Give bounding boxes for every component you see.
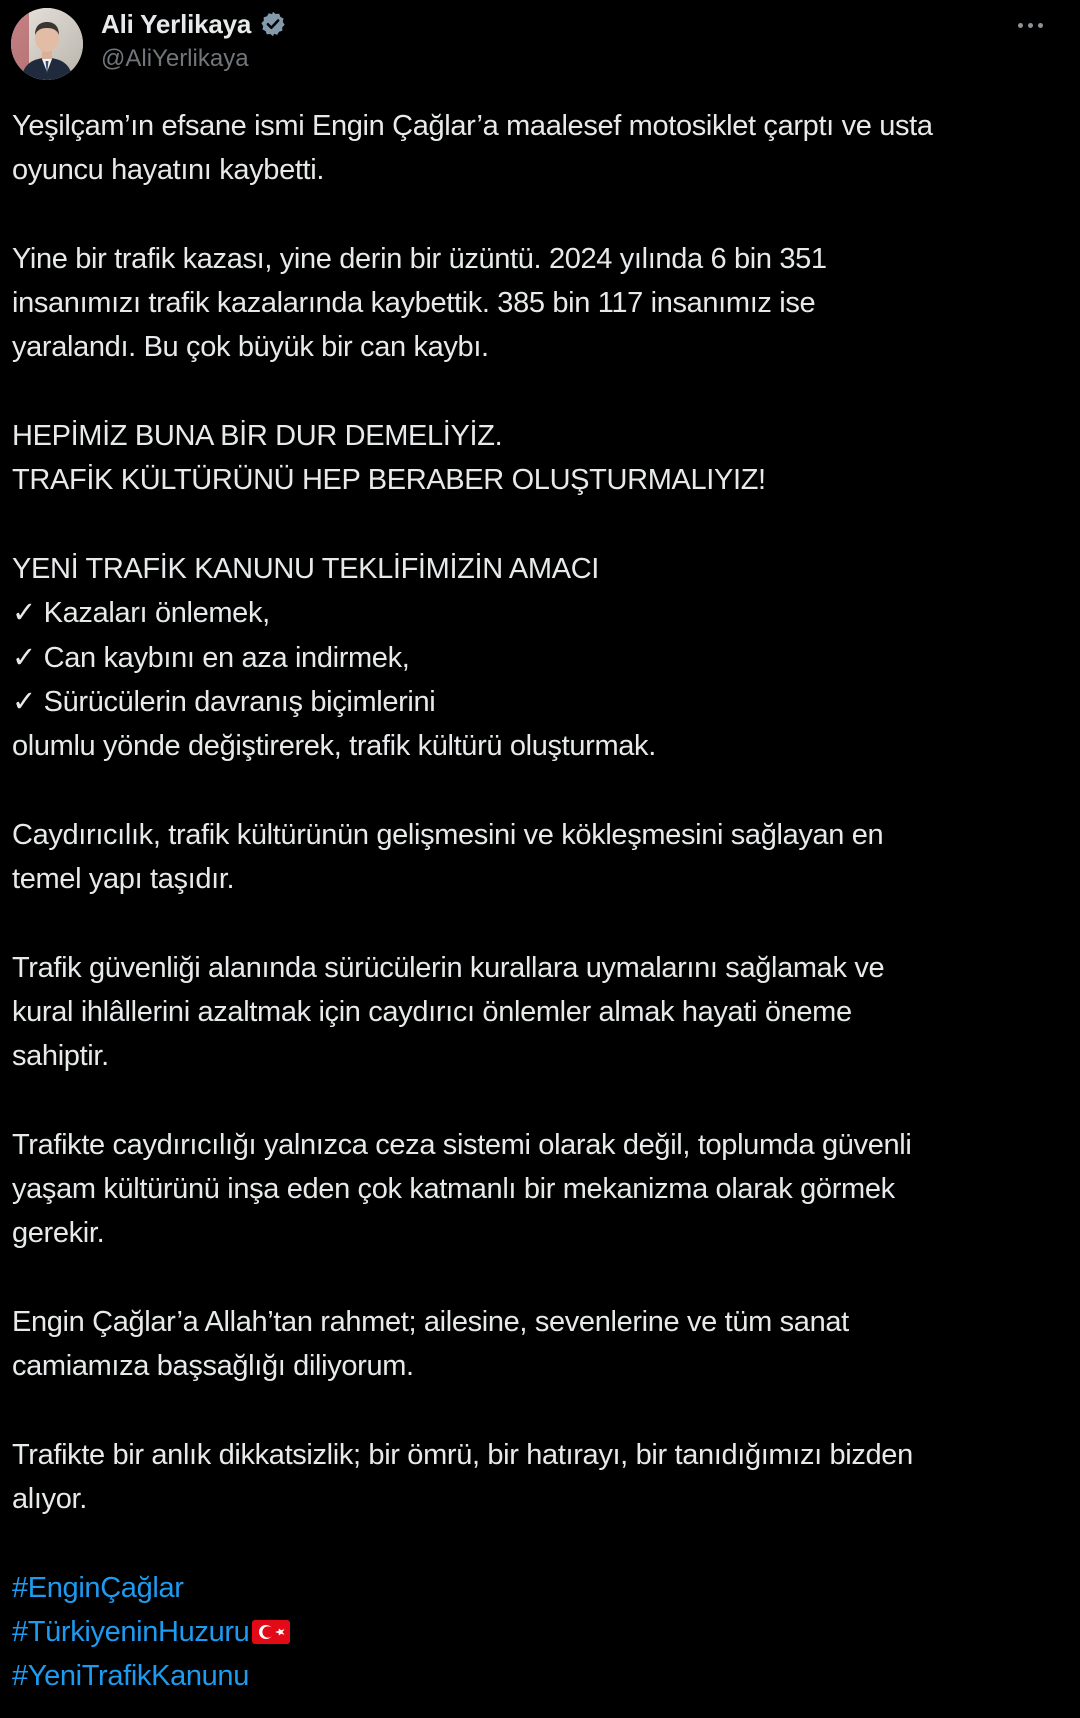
tweet-paragraph <box>12 1300 1072 1389</box>
tweet-text <box>12 104 1072 1699</box>
tweet-text-line: alıyor. <box>12 1483 87 1516</box>
hashtag-text: #YeniTrafikKanunu <box>12 1660 249 1693</box>
more-options-icon-dot <box>1038 23 1043 28</box>
tweet-paragraph <box>12 1123 1072 1256</box>
hashtag-link[interactable] <box>12 1610 291 1654</box>
tweet-text-line: Trafik güvenliği alanında sürücülerin kurallara uymalarını sağlamak ve <box>12 951 885 984</box>
more-options-icon-dot <box>1028 23 1033 28</box>
tweet-text-line: olumlu yönde değiştirerek, trafik kültürü oluşturmak. <box>12 730 656 763</box>
hashtag-list <box>12 1566 1072 1699</box>
tweet-paragraph <box>12 414 1072 503</box>
tweet-text-line: Caydırıcılık, trafik kültürünün gelişmesini ve kökleşmesini sağlayan en <box>12 818 884 851</box>
tweet-text-line: Yine bir trafik kazası, yine derin bir üzüntü. 2024 yılında 6 bin 351 <box>12 242 827 275</box>
tweet-text-line: oyuncu hayatını kaybetti. <box>12 154 325 187</box>
tweet-paragraph <box>12 946 1072 1079</box>
tweet-header <box>0 0 1080 100</box>
tweet-text-line: temel yapı taşıdır. <box>12 863 235 896</box>
tweet-paragraph <box>12 104 1072 193</box>
avatar[interactable] <box>11 8 83 80</box>
tweet-text-line: yaralandı. Bu çok büyük bir can kaybı. <box>12 331 489 364</box>
tweet-text-line: Yeşilçam’ın efsane ismi Engin Çağlar’a maalesef motosiklet çarptı ve usta <box>12 110 933 142</box>
tweet-text-line: ✓ Kazaları önlemek, <box>12 597 270 630</box>
author-name-row <box>101 6 287 42</box>
tweet-paragraph <box>12 1433 1072 1522</box>
tweet-text-line: TRAFİK KÜLTÜRÜNÜ HEP BERABER OLUŞTURMALIYIZ! <box>12 464 766 497</box>
tweet-text-line: Trafikte caydırıcılığı yalnızca ceza sistemi olarak değil, toplumda güvenli <box>12 1128 912 1161</box>
avatar-image <box>11 8 83 80</box>
author-display-name[interactable]: Ali Yerlikaya <box>101 8 252 39</box>
tweet-text-line: ✓ Can kaybını en aza indirmek, <box>12 641 410 674</box>
tweet-text-line: YENİ TRAFİK KANUNU TEKLİFİMİZİN AMACI <box>12 552 600 585</box>
turkey-flag-icon <box>251 1614 291 1640</box>
hashtag-text: #EnginÇağlar <box>12 1571 184 1604</box>
verified-badge-icon[interactable] <box>259 10 287 38</box>
tweet-paragraph <box>12 547 1072 768</box>
tweet-text-line: kural ihlâllerini azaltmak için caydırıcı önlemler almak hayati öneme <box>12 995 852 1028</box>
hashtag-link[interactable] <box>12 1654 249 1698</box>
author-handle[interactable]: @AliYerlikaya <box>101 45 249 72</box>
tweet-paragraph <box>12 813 1072 902</box>
tweet-text-line: camiamıza başsağlığı diliyorum. <box>12 1350 414 1383</box>
tweet-text-line: gerekir. <box>12 1217 105 1250</box>
hashtag-link[interactable] <box>12 1566 184 1610</box>
tweet-text-line: yaşam kültürünü inşa eden çok katmanlı bir mekanizma olarak görmek <box>12 1173 895 1206</box>
tweet-paragraph <box>12 237 1072 370</box>
tweet-text-line: sahiptir. <box>12 1040 109 1073</box>
tweet-text-line: HEPİMİZ BUNA BİR DUR DEMELİYİZ. <box>12 420 503 453</box>
tweet-text-line: insanımızı trafik kazalarında kaybettik. 385 bin 117 insanımız ise <box>12 287 816 320</box>
hashtag-text: #TürkiyeninHuzuru <box>12 1616 250 1649</box>
tweet-text-line: Trafikte bir anlık dikkatsizlik; bir ömrü, bir hatırayı, bir tanıdığımızı bizden <box>12 1438 913 1471</box>
tweet-text-line: Engin Çağlar’a Allah’tan rahmet; ailesine, sevenlerine ve tüm sanat <box>12 1306 849 1339</box>
more-options-button[interactable] <box>1010 10 1050 40</box>
more-options-icon <box>1018 23 1023 28</box>
tweet-text-line: ✓ Sürücülerin davranış biçimlerini <box>12 685 436 718</box>
